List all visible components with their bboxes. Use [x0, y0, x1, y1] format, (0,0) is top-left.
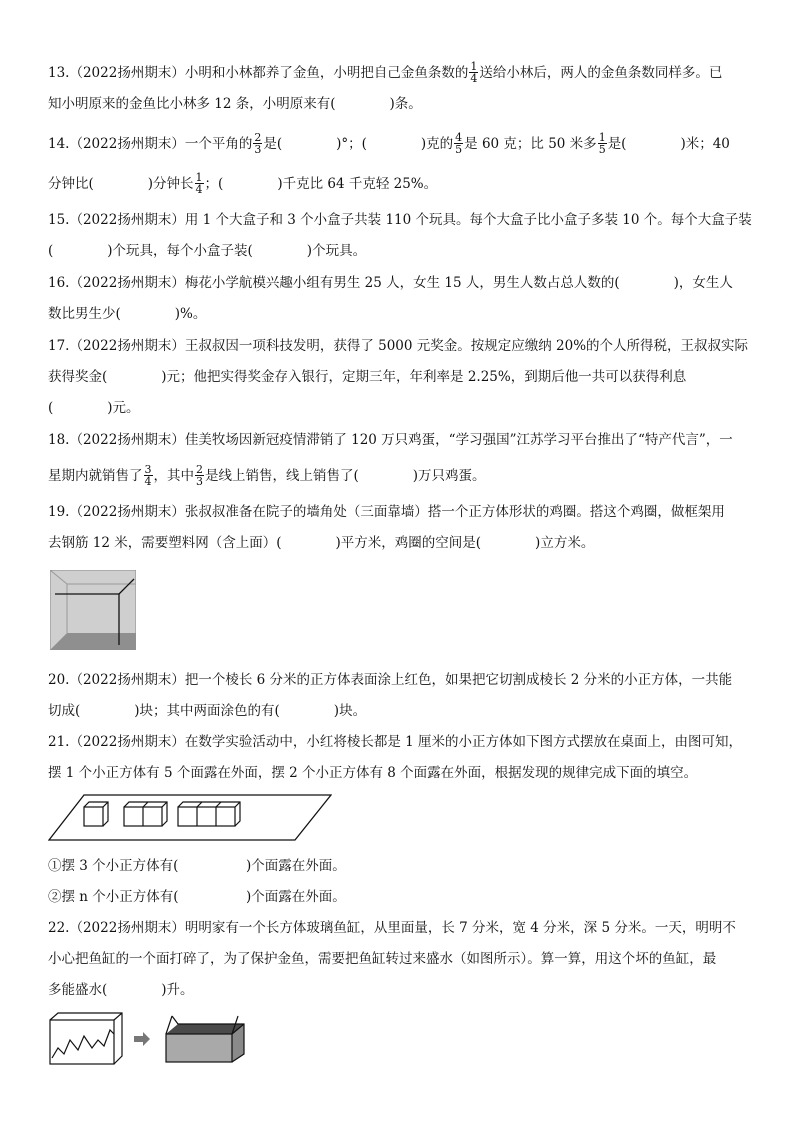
problem-17-line-1: 17.（2022扬州期末）王叔叔因一项科技发明，获得了 5000 元奖金。按规定应缴纳 20%的个人所得税，王叔叔实际 — [48, 338, 749, 354]
problem-20-line-1: 20.（2022扬州期末）把一个棱长 6 分米的正方体表面涂上红色，如果把它切割成棱长 2 分米的小正方体，一共能 — [48, 672, 733, 688]
arrow-right-icon — [134, 1032, 150, 1046]
problem-13-line-2: 知小明原来的金鱼比小林多 12 条，小明原来有( )条。 — [48, 96, 422, 112]
problem-14-line-1: 14.（2022扬州期末）一个平角的 $\frac{2}{3}$ 是( )°；( )克的 $\frac{4}{5}$ 是 60 克；比 50 米多 $\frac{1}{5}$ 是( )米；40 — [48, 131, 730, 156]
fraction: $\frac{2}{3}$ — [196, 463, 203, 488]
fraction: $\frac{2}{3}$ — [254, 131, 262, 156]
problem-13-line-1: 13.（2022扬州期末）小明和小林都养了金鱼，小明把自己金鱼条数的 $\frac{1}{4}$ 送给小林后，两人的金鱼条数同样多。已 — [48, 60, 723, 85]
fraction: $\frac{4}{5}$ — [455, 131, 463, 156]
corner-cube-figure — [50, 570, 136, 650]
problem-20-line-2: 切成( )块；其中两面涂色的有( )块。 — [48, 703, 367, 719]
problem-22-line-3: 多能盛水( )升。 — [48, 982, 194, 998]
fraction: $\frac{1}{4}$ — [470, 60, 478, 85]
problem-15-line-1: 15.（2022扬州期末）用 1 个大盒子和 3 个小盒子共装 110 个玩具。每个大盒子比小盒子多装 10 个。每个大盒子装 — [48, 212, 752, 228]
problem-22-line-2: 小心把鱼缸的一个面打碎了，为了保护金鱼，需要把鱼缸转过来盛水（如图所示）。算一算，用这个坏的鱼缸，最 — [48, 951, 717, 967]
problem-15-line-2: ( )个玩具，每个小盒子装( )个玩具。 — [48, 243, 367, 259]
problem-16-line-2: 数比男生少( )%。 — [48, 306, 207, 322]
broken-fish-tank-figure — [48, 1010, 248, 1066]
fraction: $\frac{3}{4}$ — [144, 463, 152, 488]
problem-21-question-2: ②摆 n 个小正方体有( )个面露在外面。 — [48, 889, 346, 905]
fraction: $\frac{1}{5}$ — [598, 131, 606, 156]
problem-21-line-1: 21.（2022扬州期末）在数学实验活动中，小红将棱长都是 1 厘米的小正方体如下图方式摆放在桌面上，由图可知， — [48, 734, 742, 750]
fraction: $\frac{1}{4}$ — [195, 171, 203, 196]
problem-22-line-1: 22.（2022扬州期末）明明家有一个长方体玻璃鱼缸，从里面量，长 7 分米，宽 4 分米，深 5 分米。一天，明明不 — [48, 920, 736, 936]
problem-18-line-2: 星期内就销售了 $\frac{3}{4}$ ，其中 $\frac{2}{3}$ 是线上销售，线上销售了( )万只鸡蛋。 — [48, 463, 486, 488]
problem-19-line-1: 19.（2022扬州期末）张叔叔准备在院子的墙角处（三面靠墙）搭一个正方体形状的鸡圈。搭这个鸡圈，做框架用 — [48, 504, 725, 520]
problem-14-line-2: 分钟比( )分钟长 $\frac{1}{4}$ ；( )千克比 64 千克轻 25%。 — [48, 171, 438, 196]
problem-21-line-2: 摆 1 个小正方体有 5 个面露在外面，摆 2 个小正方体有 8 个面露在外面，根据发现的规律完成下面的填空。 — [48, 765, 698, 781]
problem-18-line-1: 18.（2022扬州期末）佳美牧场因新冠疫情滞销了 120 万只鸡蛋，“学习强国”江苏学习平台推出了“特产代言”，一 — [48, 432, 733, 448]
problem-19-line-2: 去钢筋 12 米，需要塑料网（含上面）( )平方米，鸡圈的空间是( )立方米。 — [48, 535, 595, 551]
cubes-on-table-figure — [48, 791, 332, 843]
problem-17-line-2: 获得奖金( )元；他把实得奖金存入银行，定期三年，年利率是 2.25%，到期后他一共可以获得利息 — [48, 369, 687, 385]
problem-21-question-1: ①摆 3 个小正方体有( )个面露在外面。 — [48, 858, 346, 874]
problem-17-line-3: ( )元。 — [48, 400, 140, 416]
problem-16-line-1: 16.（2022扬州期末）梅花小学航模兴趣小组有男生 25 人，女生 15 人，男生人数占总人数的( )，女生人 — [48, 275, 733, 291]
